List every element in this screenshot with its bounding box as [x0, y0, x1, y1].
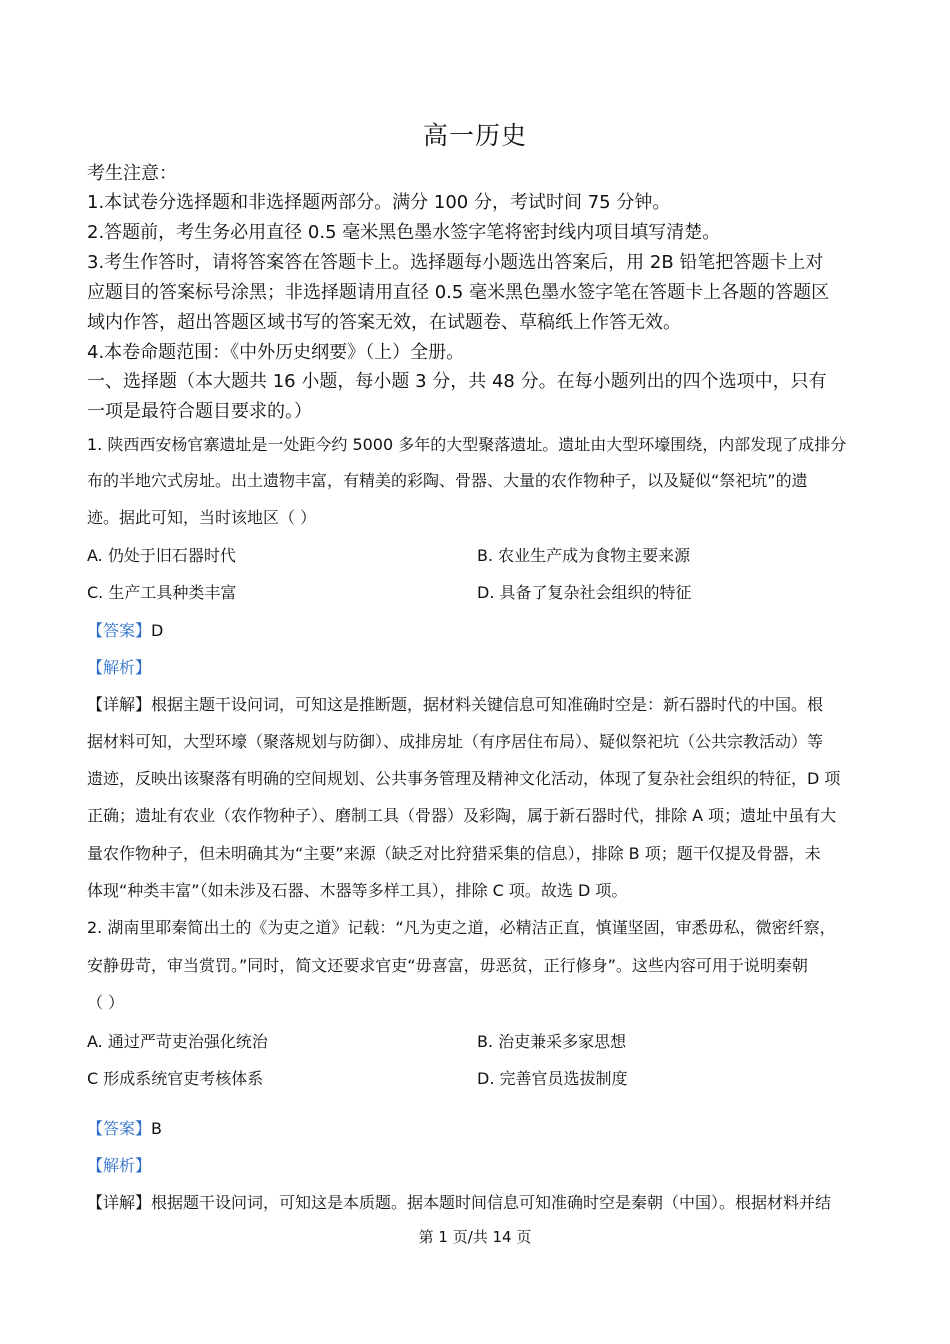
q2-detail-line-1	[87, 1190, 864, 1213]
notice-item-4: 4.本卷命题范围：《中外历史纲要》（上）全册。	[87, 342, 465, 363]
q1-detail-line-2: 据材料可知，大型环壕（聚落规划与防御）、成排房址（有序居住布局）、疑似祭祀坑（公共宗教活动）等	[87, 732, 824, 751]
notice-heading: 考生注意：	[87, 163, 177, 184]
q2-stem-line-3: （ ）	[87, 993, 125, 1012]
section-heading-cont: 一项是最符合题目要求的。）	[87, 401, 312, 422]
q1-option-d: D. 具备了复杂社会组织的特征	[477, 583, 692, 602]
q1-option-a: A. 仍处于旧石器时代	[87, 546, 236, 565]
q1-option-b: B. 农业生产成为食物主要来源	[477, 546, 691, 565]
q2-answer	[87, 1116, 864, 1139]
q2-detail-tag: 【详解】	[87, 1193, 152, 1212]
q2-analysis-tag: 【解析】	[87, 1156, 152, 1175]
section-heading: 一、选择题（本大题共 16 小题，每小题 3 分，共 48 分。在每小题列出的四个选项中，只有	[87, 371, 827, 392]
q2-option-d: D. 完善官员选拔制度	[477, 1069, 628, 1088]
notice-item-3-cont: 应题目的答案标号涂黑；非选择题请用直径 0.5 毫米黑色墨水签字笔在答题卡上各题的答题区	[87, 282, 830, 303]
q1-detail-text-1: 根据主题干设问词，可知这是推断题，据材料关键信息可知准确时空是：新石器时代的中国。根	[151, 695, 824, 714]
q2-answer-value: B	[151, 1119, 162, 1138]
q1-analysis-tag: 【解析】	[87, 658, 152, 677]
q1-analysis	[87, 655, 864, 678]
q2-option-c: C 形成系统官吏考核体系	[87, 1069, 264, 1088]
q2-stem-line-2: 安静毋苛，审当赏罚。”同时，简文还要求官吏“毋喜富，毋恶贫，正行修身”。这些内容可用于说明秦朝	[87, 956, 808, 975]
q1-detail-line-5: 量农作物种子，但未明确其为“主要”来源（缺乏对比狩猎采集的信息），排除 B 项；题干仅提及骨器，未	[87, 844, 821, 863]
notice-item-3: 3.考生作答时，请将答案答在答题卡上。选择题每小题选出答案后，用 2B 铅笔把答题卡上对	[87, 252, 824, 273]
q1-option-c: C. 生产工具种类丰富	[87, 583, 237, 602]
page-footer: 第 1 页/共 14 页	[418, 1228, 532, 1246]
notice-item-2: 2.答题前，考生务必用直径 0.5 毫米黑色墨水签字笔将密封线内项目填写清楚。	[87, 222, 721, 243]
q2-stem-line-1: 2. 湖南里耶秦简出土的《为吏之道》记载：“凡为吏之道，必精洁正直，慎谨坚固，审悉毋私，微密纤察，	[87, 918, 836, 937]
q1-detail-line-6: 体现“种类丰富”（如未涉及石器、木器等多样工具），排除 C 项。故选 D 项。	[87, 881, 628, 900]
q1-detail-line-1	[87, 692, 864, 715]
notice-item-3-cont2: 域内作答，超出答题区域书写的答案无效，在试题卷、草稿纸上作答无效。	[87, 312, 681, 333]
q1-answer	[87, 618, 864, 641]
q2-option-b: B. 治吏兼采多家思想	[477, 1032, 627, 1051]
q2-detail-text-1: 根据题干设问词，可知这是本质题。据本题时间信息可知准确时空是秦朝（中国）。根据材料并结	[151, 1193, 832, 1212]
page-title: 高一历史	[422, 121, 527, 150]
q2-analysis	[87, 1153, 864, 1176]
q1-stem-line-2: 布的半地穴式房址。出土遗物丰富，有精美的彩陶、骨器、大量的农作物种子，以及疑似“祭祀坑”的遗	[87, 471, 808, 490]
q1-stem-line-3: 迹。据此可知，当时该地区（ ）	[87, 508, 317, 527]
q2-option-a: A. 通过严苛吏治强化统治	[87, 1032, 268, 1051]
q1-detail-line-4: 正确；遗址有农业（农作物种子）、磨制工具（骨器）及彩陶，属于新石器时代，排除 A 项；遗址中虽有大	[87, 806, 837, 825]
notice-item-1: 1.本试卷分选择题和非选择题两部分。满分 100 分，考试时间 75 分钟。	[87, 192, 671, 213]
q1-stem-line-1: 1. 陕西西安杨官寨遗址是一处距今约 5000 多年的大型聚落遗址。遗址由大型环壕围绕，内部发现了成排分	[87, 435, 847, 454]
q1-detail-tag: 【详解】	[87, 695, 152, 714]
q2-answer-tag: 【答案】	[87, 1119, 152, 1138]
q1-answer-value: D	[151, 621, 164, 640]
q1-answer-tag: 【答案】	[87, 621, 152, 640]
q1-detail-line-3: 遗迹，反映出该聚落有明确的空间规划、公共事务管理及精神文化活动，体现了复杂社会组织的特征，D 项	[87, 769, 841, 788]
